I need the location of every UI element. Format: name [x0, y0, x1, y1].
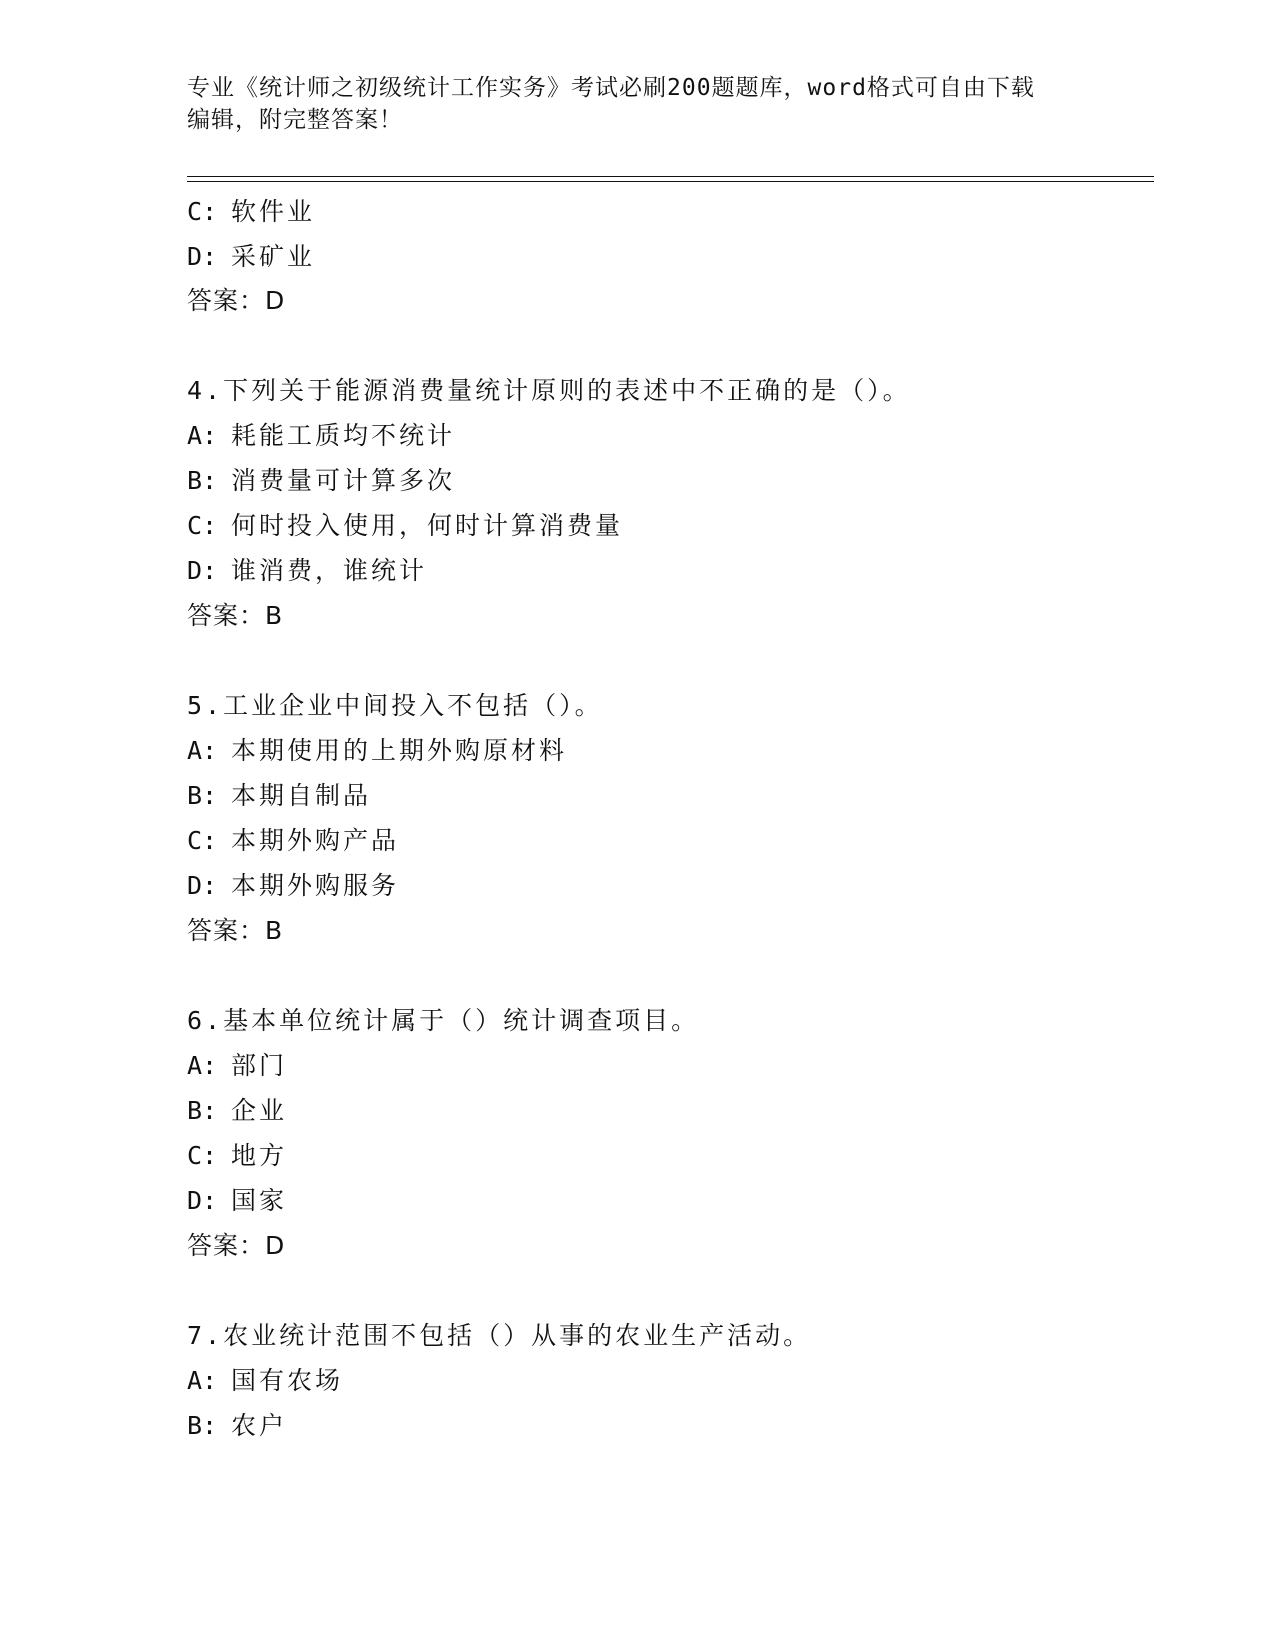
- option-text: 本期自制品: [231, 781, 372, 810]
- q7-option-b: [187, 1410, 287, 1442]
- option-key: B:: [187, 466, 218, 495]
- option-text: 企业: [231, 1096, 288, 1125]
- option-key: C:: [187, 1141, 218, 1170]
- option-text: 耗能工质均不统计: [231, 421, 456, 450]
- option-key: C:: [187, 197, 218, 226]
- q5-option-d: [187, 870, 399, 902]
- q3-answer: 答案：D: [187, 286, 286, 315]
- q4-question: 4.下列关于能源消费量统计原则的表述中不正确的是（）。: [187, 376, 911, 405]
- option-text: 软件业: [231, 197, 316, 226]
- option-text: 本期外购产品: [231, 826, 400, 855]
- q5-answer: 答案：B: [187, 916, 284, 945]
- header-divider-top: [187, 176, 1154, 177]
- q4-answer: 答案：B: [187, 601, 284, 630]
- q4-option-d: [187, 555, 427, 587]
- option-text: 国家: [231, 1186, 288, 1215]
- q4-option-b: [187, 465, 455, 497]
- option-key: C:: [187, 511, 218, 540]
- q6-question: 6.基本单位统计属于（）统计调查项目。: [187, 1006, 700, 1035]
- option-key: A:: [187, 421, 218, 450]
- option-key: B:: [187, 1411, 218, 1440]
- option-text: 采矿业: [231, 242, 316, 271]
- header-divider-bottom: [187, 181, 1154, 182]
- option-key: A:: [187, 736, 218, 765]
- option-key: D:: [187, 871, 218, 900]
- q6-option-d: [187, 1185, 287, 1217]
- option-key: B:: [187, 1096, 218, 1125]
- option-text: 本期外购服务: [231, 871, 400, 900]
- q6-option-a: [187, 1050, 287, 1082]
- header-line-2: 编辑，附完整答案！: [187, 107, 403, 133]
- q4-option-c: [187, 510, 623, 542]
- option-text: 国有农场: [231, 1366, 344, 1395]
- q5-question: 5.工业企业中间投入不包括（）。: [187, 691, 603, 720]
- q6-option-c: [187, 1140, 287, 1172]
- option-key: D:: [187, 242, 218, 271]
- q6-answer: 答案：D: [187, 1231, 286, 1260]
- q7-question: 7.农业统计范围不包括（）从事的农业生产活动。: [187, 1321, 812, 1350]
- q3-option-d: [187, 241, 315, 273]
- q3-option-c: [187, 196, 315, 228]
- q5-option-a: [187, 735, 567, 767]
- option-text: 本期使用的上期外购原材料: [231, 736, 568, 765]
- option-key: A:: [187, 1366, 218, 1395]
- option-key: A:: [187, 1051, 218, 1080]
- q5-option-b: [187, 780, 371, 812]
- q6-option-b: [187, 1095, 287, 1127]
- option-text: 何时投入使用，何时计算消费量: [231, 511, 624, 540]
- header-line-1: 专业《统计师之初级统计工作实务》考试必刷200题题库，word格式可自由下载: [187, 75, 1035, 101]
- option-key: C:: [187, 826, 218, 855]
- option-text: 地方: [231, 1141, 288, 1170]
- document-header: [187, 72, 1087, 136]
- option-text: 消费量可计算多次: [231, 466, 456, 495]
- option-key: D:: [187, 1186, 218, 1215]
- q7-option-a: [187, 1365, 343, 1397]
- q4-option-a: [187, 420, 455, 452]
- option-text: 谁消费，谁统计: [231, 556, 428, 585]
- option-text: 部门: [231, 1051, 288, 1080]
- option-text: 农户: [231, 1411, 288, 1440]
- q5-option-c: [187, 825, 399, 857]
- option-key: D:: [187, 556, 218, 585]
- option-key: B:: [187, 781, 218, 810]
